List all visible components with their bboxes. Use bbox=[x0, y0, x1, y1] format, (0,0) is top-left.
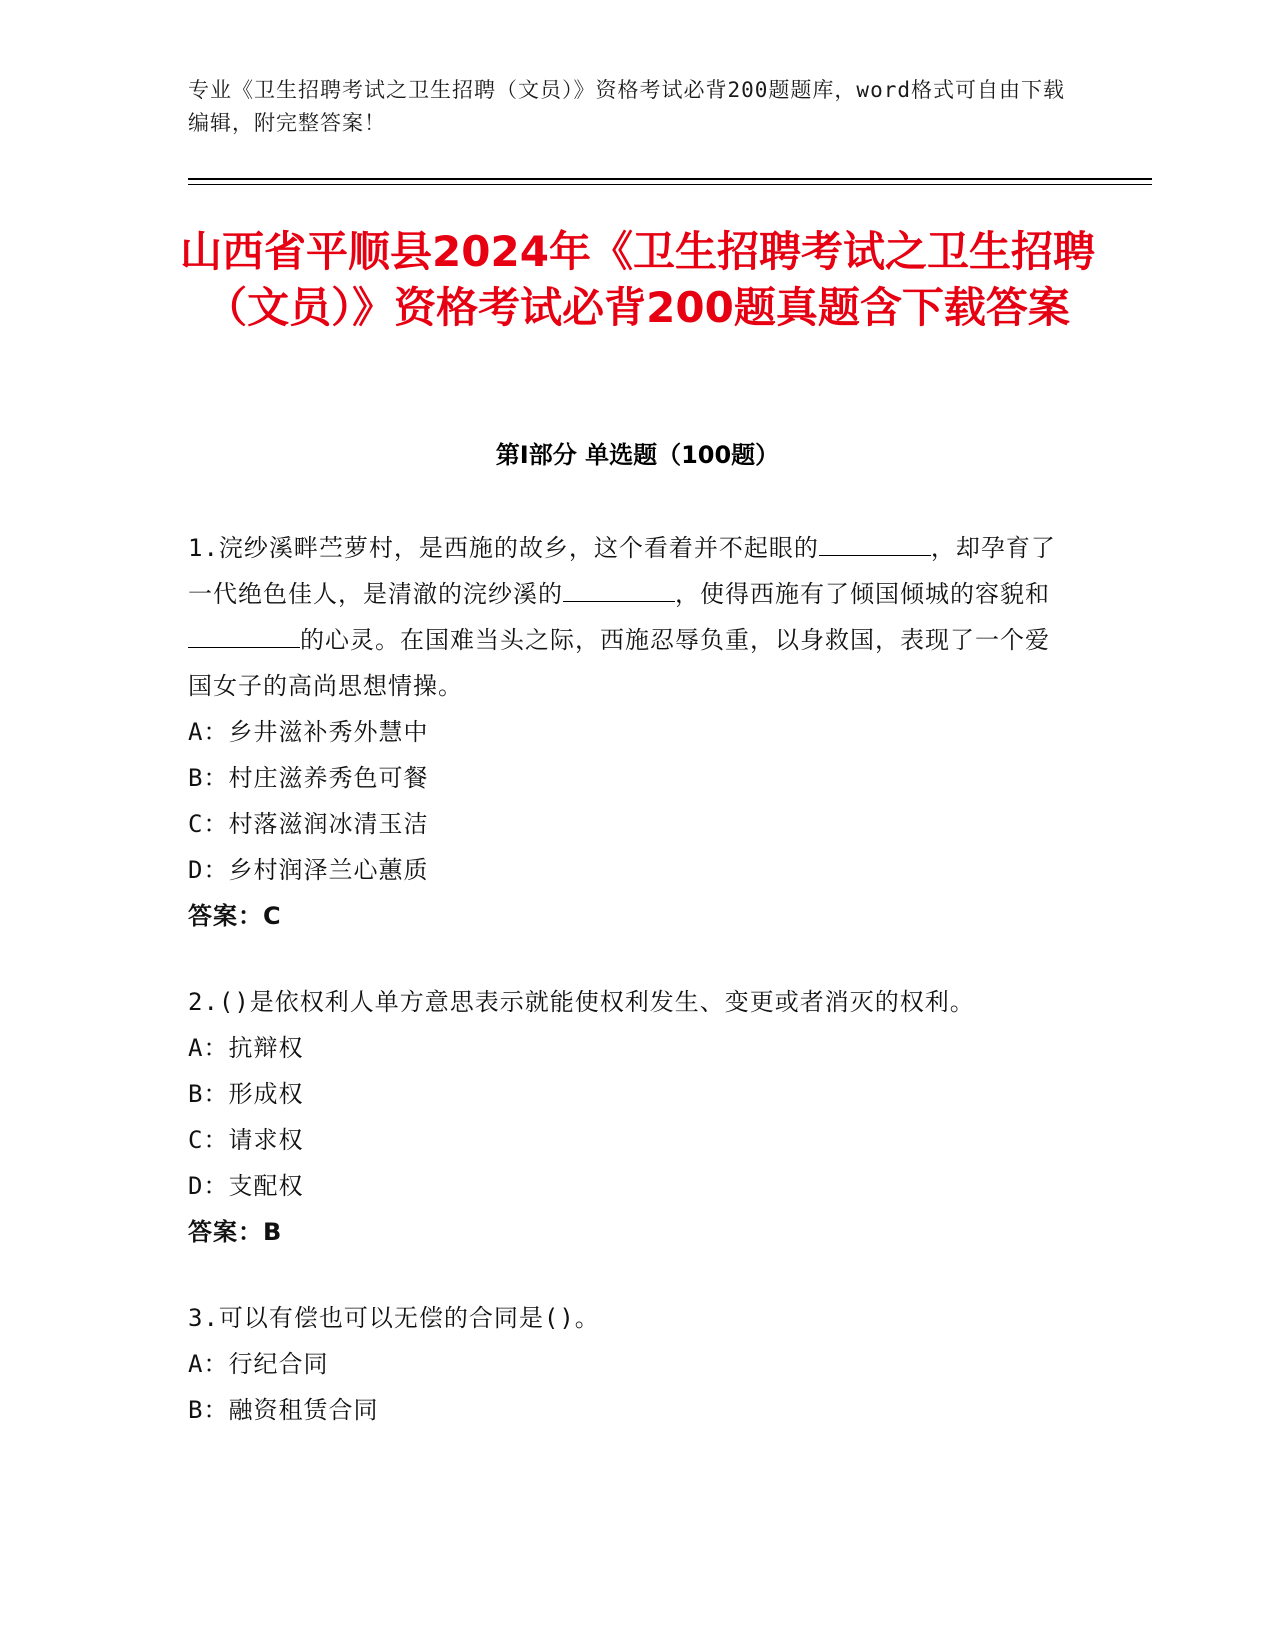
question-2-option-b bbox=[188, 1071, 1068, 1117]
question-1-option-d bbox=[188, 847, 1068, 893]
option-label: B： bbox=[188, 1080, 229, 1108]
question-2-option-c bbox=[188, 1117, 1068, 1163]
option-label: A： bbox=[188, 718, 229, 746]
question-2-option-a bbox=[188, 1025, 1068, 1071]
answer-blank bbox=[563, 577, 675, 602]
option-label: A： bbox=[188, 1034, 229, 1062]
question-1-option-c bbox=[188, 801, 1068, 847]
option-text: 村庄滋养秀色可餐 bbox=[228, 764, 429, 792]
question-1-option-a bbox=[188, 709, 1068, 755]
document-title: 山西省平顺县2024年《卫生招聘考试之卫生招聘（文员）》资格考试必背200题真题含下载答案 bbox=[180, 227, 1095, 332]
question-1-stem-part-4: 的心灵。在国难当头之际，西施忍辱负重，以身救国，表现了一个爱国女子的高尚思想情操。 bbox=[188, 626, 1050, 700]
question-1 bbox=[188, 525, 1068, 939]
header-notice: 专业《卫生招聘考试之卫生招聘（文员）》资格考试必背200题题库，word格式可自由下载编辑，附完整答案！ bbox=[188, 78, 1065, 135]
question-2-stem: 2.()是依权利人单方意思表示就能使权利发生、变更或者消灭的权利。 bbox=[188, 988, 975, 1016]
option-text: 村落滋润冰清玉洁 bbox=[228, 810, 429, 838]
option-label: A： bbox=[188, 1350, 229, 1378]
header-rule-thin bbox=[188, 184, 1152, 185]
option-text: 融资租赁合同 bbox=[228, 1396, 379, 1424]
question-1-option-b bbox=[188, 755, 1068, 801]
option-label: C： bbox=[188, 810, 229, 838]
question-2-answer: 答案：B bbox=[188, 1218, 283, 1246]
question-list bbox=[188, 525, 1068, 1473]
answer-blank bbox=[188, 623, 300, 648]
question-1-stem-part-3: ，使得西施有了倾国倾城的容貌和 bbox=[675, 580, 1050, 608]
answer-blank bbox=[819, 531, 931, 556]
question-1-stem bbox=[188, 525, 1068, 709]
option-text: 乡井滋补秀外慧中 bbox=[228, 718, 429, 746]
option-text: 支配权 bbox=[228, 1172, 304, 1200]
question-3-option-b bbox=[188, 1387, 1068, 1433]
section-heading: 第Ⅰ部分 单选题（100题） bbox=[495, 441, 780, 469]
option-text: 行纪合同 bbox=[228, 1350, 329, 1378]
option-text: 抗辩权 bbox=[228, 1034, 304, 1062]
option-label: C： bbox=[188, 1126, 229, 1154]
option-text: 乡村润泽兰心蕙质 bbox=[228, 856, 429, 884]
question-2 bbox=[188, 979, 1068, 1255]
option-label: B： bbox=[188, 1396, 229, 1424]
question-2-option-d bbox=[188, 1163, 1068, 1209]
question-1-answer: 答案：C bbox=[188, 902, 282, 930]
option-label: D： bbox=[188, 856, 229, 884]
header-rule-thick bbox=[188, 178, 1152, 180]
question-3 bbox=[188, 1295, 1068, 1433]
option-label: D： bbox=[188, 1172, 229, 1200]
question-3-stem: 3.可以有偿也可以无偿的合同是()。 bbox=[188, 1304, 600, 1332]
option-label: B： bbox=[188, 764, 229, 792]
question-3-option-a bbox=[188, 1341, 1068, 1387]
question-1-stem-part-1: 1.浣纱溪畔苎萝村，是西施的故乡，这个看着并不起眼的 bbox=[188, 534, 819, 562]
option-text: 请求权 bbox=[228, 1126, 304, 1154]
option-text: 形成权 bbox=[228, 1080, 304, 1108]
question-1-stem-part-2: ，却孕育了一代绝色佳人，是清澈的浣纱溪的 bbox=[188, 534, 1056, 608]
